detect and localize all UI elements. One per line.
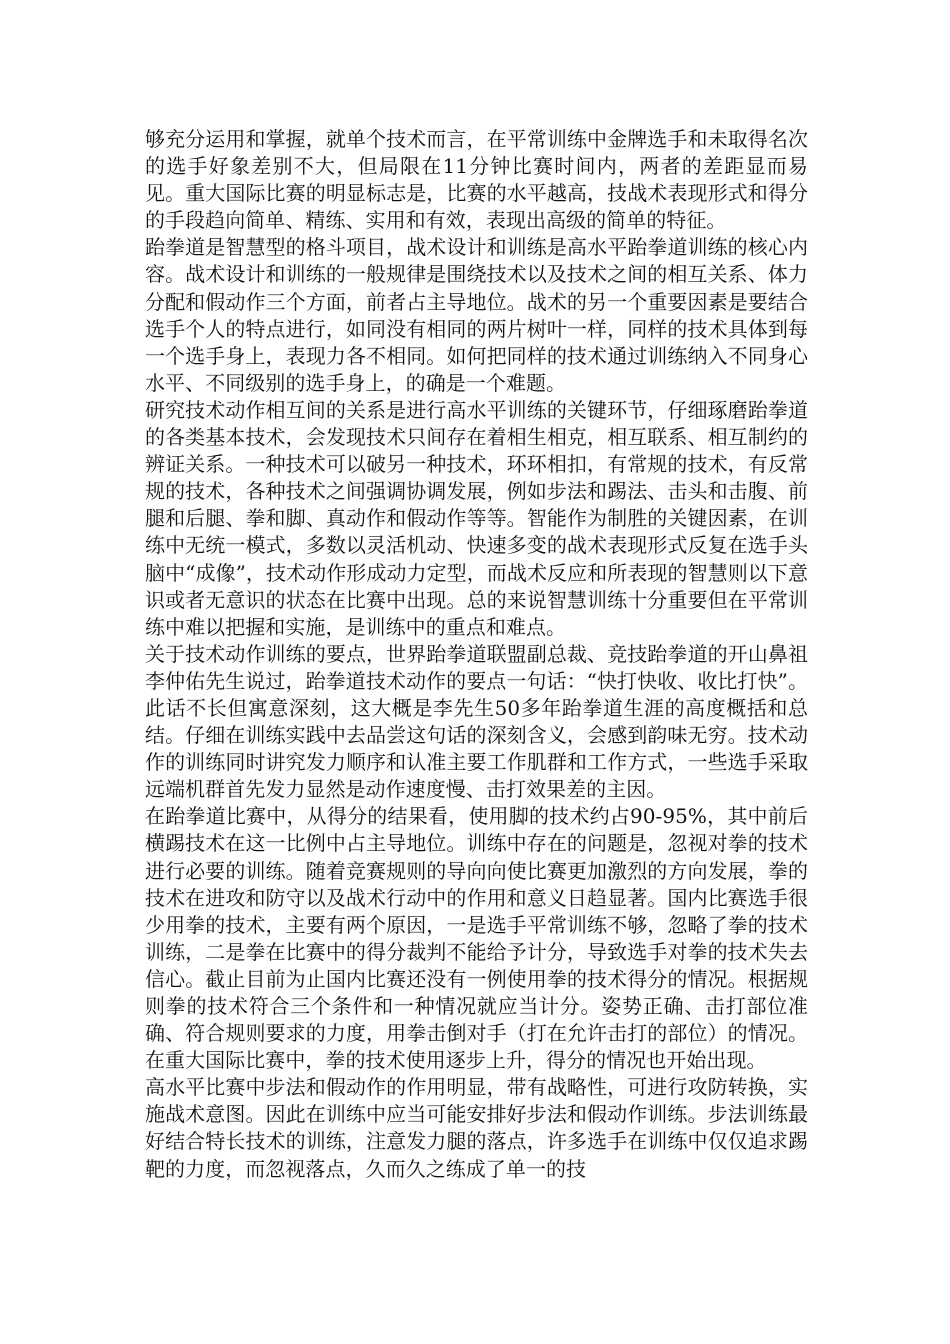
paragraph-1: 够充分运用和掌握，就单个技术而言，在平常训练中金牌选手和未取得名次的选手好象差别不大，但局限在11分钟比赛时间内，两者的差距显而易见。重大国际比赛的明显标志是，比赛的水平越高，技战术表现形式和得分的手段趋向简单、精练、实用和有效，表现出高级的简单的特征。 xyxy=(145,127,808,233)
document-body xyxy=(145,126,808,1183)
paragraph-4: 关于技术动作训练的要点，世界跆拳道联盟副总裁、竞技跆拳道的开山鼻祖李仲佑先生说过，跆拳道技术动作的要点一句话：“快打快收、收比打快”。此话不长但寓意深刻，这大概是李先生50多年跆拳道生涯的高度概括和总结。仔细在训练实践中去品尝这句话的深刻含义，会感到韵味无穷。技术动作的训练同时讲究发力顺序和认准主要工作肌群和工作方式，一些选手采取远端机群首先发力显然是动作速度慢、击打效果差的主因。 xyxy=(145,641,808,802)
paragraph-3: 研究技术动作相互间的关系是进行高水平训练的关键环节，仔细琢磨跆拳道的各类基本技术，会发现技术只间存在着相生相克，相互联系、相互制约的辨证关系。一种技术可以破另一种技术，环环相扣，有常规的技术，有反常规的技术，各种技术之间强调协调发展，例如步法和踢法、击头和击腹、前腿和后腿、拳和脚、真动作和假动作等等。智能作为制胜的关键因素，在训练中无统一模式，多数以灵活机动、快速多变的战术表现形式反复在选手头脑中“成像”，技术动作形成动力定型，而战术反应和所表现的智慧则以下意识或者无意识的状态在比赛中出现。总的来说智慧训练十分重要但在平常训练中难以把握和实施，是训练中的重点和难点。 xyxy=(145,397,808,639)
paragraph-6: 高水平比赛中步法和假动作的作用明显，带有战略性，可进行攻防转换，实施战术意图。因此在训练中应当可能安排好步法和假动作训练。步法训练最好结合特长技术的训练，注意发力腿的落点，许多选手在训练中仅仅追求踢靶的力度，而忽视落点，久而久之练成了单一的技 xyxy=(145,1075,808,1181)
paragraph-2: 跆拳道是智慧型的格斗项目，战术设计和训练是高水平跆拳道训练的核心内容。战术设计和训练的一般规律是围绕技术以及技术之间的相互关系、体力分配和假动作三个方面，前者占主导地位。战术的另一个重要因素是要结合选手个人的特点进行，如同没有相同的两片树叶一样，同样的技术具体到每一个选手身上，表现力各不相同。如何把同样的技术通过训练纳入不同身心水平、不同级别的选手身上，的确是一个难题。 xyxy=(145,235,808,395)
paragraph-5: 在跆拳道比赛中，从得分的结果看，使用脚的技术约占90-95%，其中前后横踢技术在这一比例中占主导地位。训练中存在的问题是，忽视对拳的技术进行必要的训练。随着竞赛规则的导向向使比赛更加激烈的方向发展，拳的技术在进攻和防守以及战术行动中的作用和意义日趋显著。国内比赛选手很少用拳的技术，主要有两个原因，一是选手平常训练不够，忽略了拳的技术训练，二是拳在比赛中的得分裁判不能给予计分，导致选手对拳的技术失去信心。截止目前为止国内比赛还没有一例使用拳的技术得分的情况。根据规则拳的技术符合三个条件和一种情况就应当计分。姿势正确、击打部位准确、符合规则要求的力度，用拳击倒对手（打在允许击打的部位）的情况。在重大国际比赛中，拳的技术使用逐步上升，得分的情况也开始出现。 xyxy=(145,804,808,1073)
